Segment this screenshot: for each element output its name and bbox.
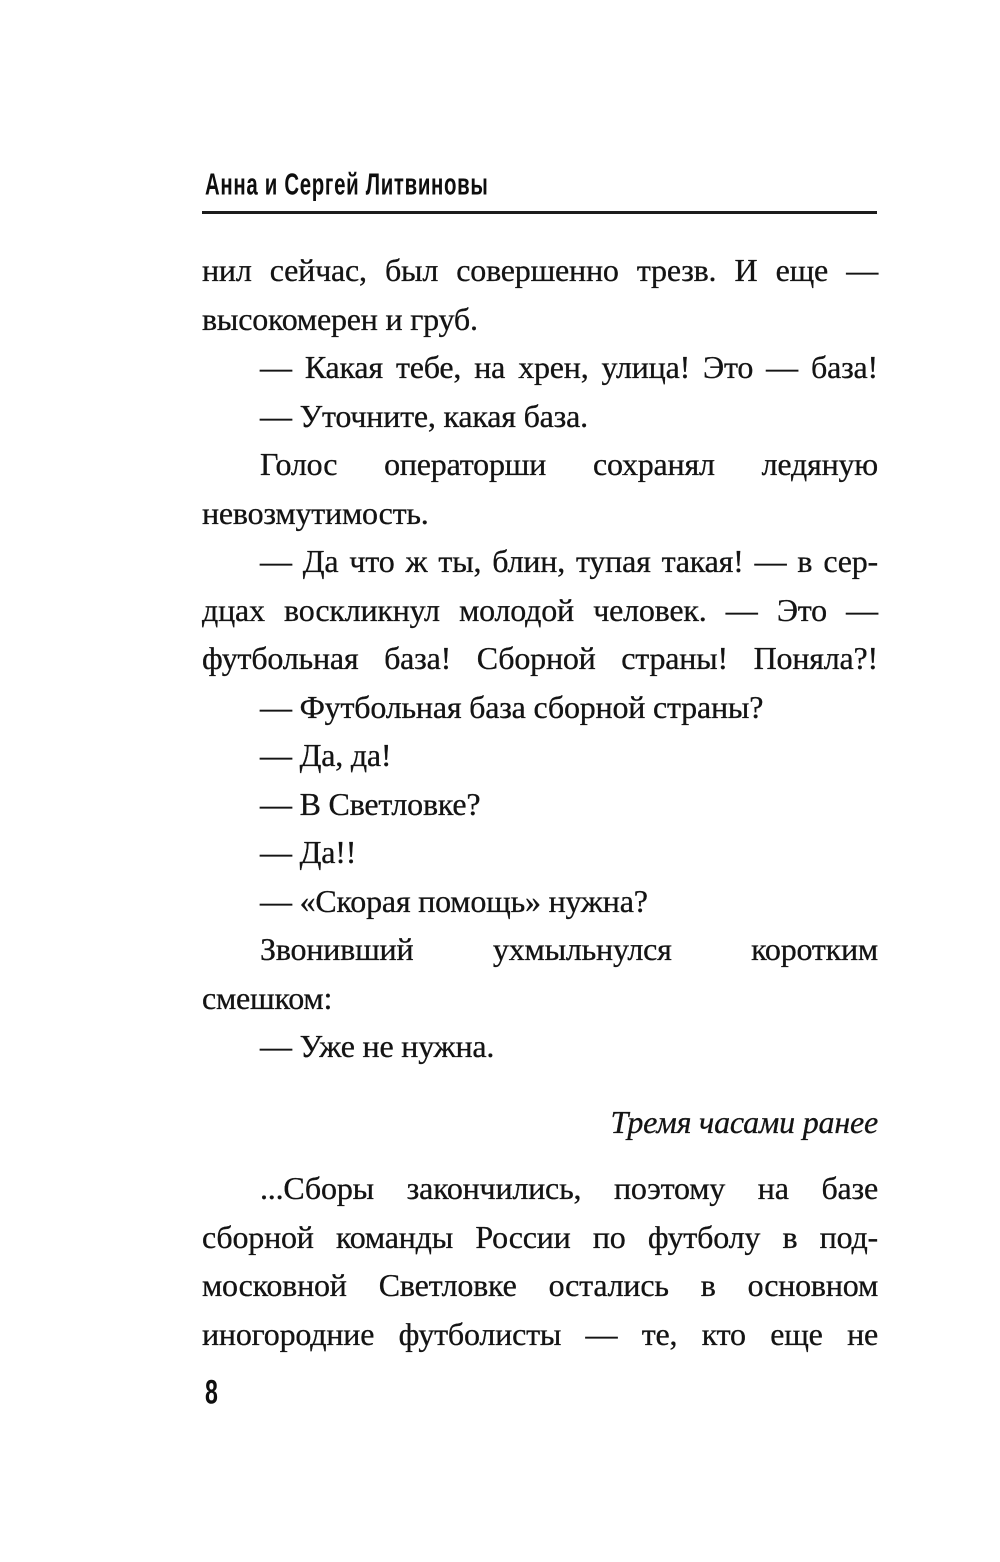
text-line: московной Светловке остались в основном (202, 1267, 878, 1303)
text-line: сборной команды России по футболу в под- (202, 1218, 878, 1255)
text-line: — Футбольная база сборной страны? (260, 688, 764, 725)
text-line: футбольная база! Сборной страны! Поняла?! (202, 640, 878, 676)
section-break: Тремя часами ранее (610, 1103, 878, 1140)
header-rule (202, 211, 877, 214)
text-line: нил сейчас, был совершенно трезв. И еще — (202, 252, 878, 288)
text-line: — Да, да! (260, 737, 392, 773)
text-line: ...Сборы закончились, поэтому на базе (260, 1170, 878, 1206)
text-line: дцах воскликнул молодой человек. — Это — (202, 591, 878, 628)
text-line: смешком: (202, 979, 333, 1016)
running-header-author: Анна и Сергей Литвиновы (205, 167, 489, 202)
text-line: — Уже не нужна. (260, 1028, 495, 1064)
page-number: 8 (205, 1372, 218, 1412)
page-body (202, 246, 878, 1358)
text-line: — «Скорая помощь» нужна? (260, 882, 648, 919)
text-line: — В Светловке? (260, 785, 481, 822)
text-line: — Уточните, какая база. (260, 397, 588, 434)
text-line: — Какая тебе, на хрен, улица! Это — база! (260, 349, 878, 385)
text-line: Звонивший ухмыльнулся коротким (260, 931, 878, 967)
text-line: иногородние футболисты — те, кто еще не (202, 1315, 878, 1352)
text-line: невозмутимость. (202, 494, 429, 531)
text-line: Голос операторши сохранял ледяную (260, 446, 878, 482)
text-line: — Да что ж ты, блин, тупая такая! — в сер- (260, 543, 878, 579)
text-line: высокомерен и груб. (202, 300, 478, 337)
text-line: — Да!! (260, 834, 357, 870)
